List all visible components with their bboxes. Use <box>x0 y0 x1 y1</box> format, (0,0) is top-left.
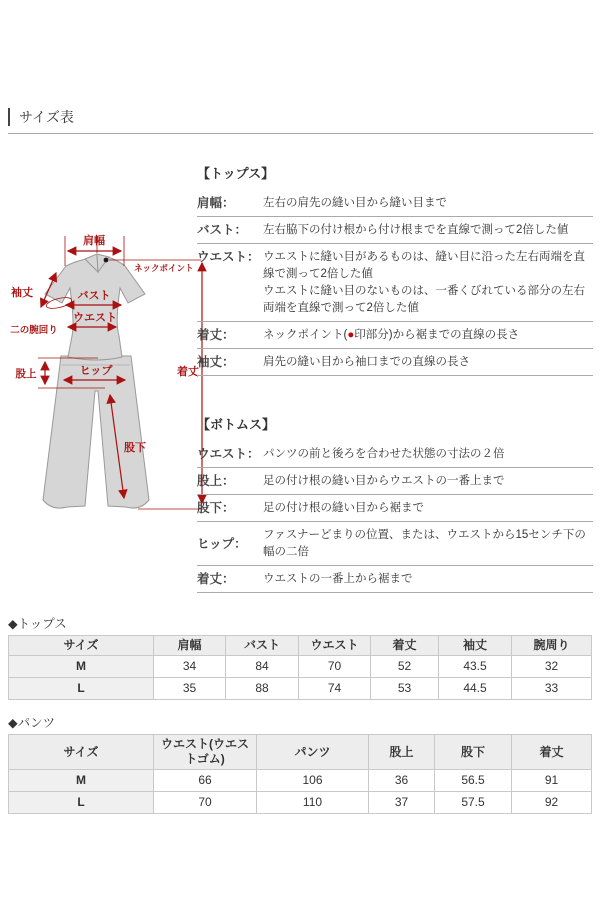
value-cell: 32 <box>512 656 592 678</box>
column-header: 着丈 <box>371 636 439 656</box>
definition-text <box>263 354 593 371</box>
definition-row <box>197 190 593 217</box>
label-rise: 股上 <box>15 368 37 380</box>
size-diagram <box>8 230 208 522</box>
shirt-shape <box>45 257 145 360</box>
value-cell: 44.5 <box>439 678 512 700</box>
definition-text <box>263 195 593 212</box>
value-cell: 92 <box>512 792 592 814</box>
definition-line: ウエストに縫い目があるものは、縫い目に沿った左右両端を直線で測って2倍した値 <box>263 251 585 280</box>
definition-term: バスト： <box>197 223 248 237</box>
definition-term: 股上： <box>197 474 235 488</box>
value-cell: 36 <box>369 770 435 792</box>
value-cell: 37 <box>369 792 435 814</box>
column-header: 着丈 <box>512 735 592 770</box>
column-header: 袖丈 <box>439 636 512 656</box>
value-cell: 70 <box>154 792 257 814</box>
definition-term: ウエスト： <box>197 447 260 461</box>
definition-row <box>197 322 593 349</box>
label-sleeve-length: 袖丈 <box>11 287 33 299</box>
value-cell: 53 <box>371 678 439 700</box>
definition-term: 着丈： <box>197 572 235 586</box>
red-dot-marker: ● <box>347 329 355 341</box>
tops-table-caption: ◆トップス <box>8 617 67 631</box>
title-divider <box>8 133 593 134</box>
value-cell: 66 <box>154 770 257 792</box>
definition-text <box>263 500 593 517</box>
size-cell: L <box>9 678 154 700</box>
definition-row <box>197 441 593 468</box>
definition-row <box>197 495 593 522</box>
label-neck-point: ネックポイント <box>134 263 194 273</box>
definition-line: ウエストの一番上から裾まで <box>263 573 413 585</box>
label-body-length: 着丈 <box>177 366 199 378</box>
value-cell: 43.5 <box>439 656 512 678</box>
table-row <box>9 792 592 814</box>
value-cell: 88 <box>226 678 299 700</box>
definition-text <box>263 571 593 588</box>
definition-row <box>197 566 593 593</box>
value-cell: 52 <box>371 656 439 678</box>
size-cell: M <box>9 656 154 678</box>
column-header: サイズ <box>9 636 154 656</box>
definition-text <box>263 527 593 561</box>
definition-row <box>197 349 593 376</box>
neck-point-dot <box>104 258 109 263</box>
definition-text <box>263 249 593 317</box>
column-header: 肩幅 <box>154 636 226 656</box>
label-bust: バスト <box>77 290 111 302</box>
definition-text <box>263 446 593 463</box>
table-row <box>9 770 592 792</box>
pants-table-caption: ◆パンツ <box>8 716 56 730</box>
size-tables <box>8 614 593 814</box>
definition-text <box>263 473 593 490</box>
column-header: パンツ <box>257 735 369 770</box>
definition-line: ウエストに縫い目のないものは、一番くびれている部分の左右両端を直線で測って2倍した値 <box>263 285 585 314</box>
definitions-panel <box>197 163 593 593</box>
definition-row <box>197 522 593 566</box>
definition-row <box>197 217 593 244</box>
column-header: 腕周り <box>512 636 592 656</box>
definition-row <box>197 244 593 322</box>
value-cell: 33 <box>512 678 592 700</box>
column-header: 股下 <box>435 735 512 770</box>
tops-section-heading: 【トップス】 <box>197 166 275 181</box>
definition-line: 左右の肩先の縫い目から縫い目まで <box>263 197 447 209</box>
definition-term: 肩幅： <box>197 196 235 210</box>
definition-term: 着丈： <box>197 328 235 342</box>
table-header-row <box>9 735 592 770</box>
label-shoulder-width: 肩幅 <box>83 235 105 247</box>
definition-line-prefix: ネックポイント( <box>263 329 348 341</box>
value-cell: 106 <box>257 770 369 792</box>
value-cell: 110 <box>257 792 369 814</box>
label-hip: ヒップ <box>79 365 113 377</box>
definition-line: 足の付け根の縫い目から裾まで <box>263 502 424 514</box>
definition-line: 足の付け根の縫い目からウエストの一番上まで <box>263 475 505 487</box>
table-header-row <box>9 636 592 656</box>
size-diagram-svg <box>8 230 208 522</box>
label-upper-arm: 二の腕回り <box>10 325 58 336</box>
label-waist: ウエスト <box>73 312 117 324</box>
bottoms-section-heading: 【ボトムス】 <box>197 417 276 432</box>
column-header: バスト <box>226 636 299 656</box>
size-cell: L <box>9 792 154 814</box>
column-header: サイズ <box>9 735 154 770</box>
definition-line: パンツの前と後ろを合わせた状態の寸法の２倍 <box>263 448 505 460</box>
definition-term: 股下： <box>197 501 235 515</box>
value-cell: 56.5 <box>435 770 512 792</box>
value-cell: 70 <box>299 656 371 678</box>
value-cell: 74 <box>299 678 371 700</box>
label-inseam: 股下 <box>124 442 146 454</box>
column-header: 股上 <box>369 735 435 770</box>
tops-table <box>8 635 592 700</box>
value-cell: 91 <box>512 770 592 792</box>
definition-line: 左右脇下の付け根から付け根までを直線で測って2倍した値 <box>263 224 569 236</box>
column-header: ウエスト(ウエストゴム) <box>154 735 257 770</box>
definition-line: 肩先の縫い目から袖口までの直線の長さ <box>263 356 470 368</box>
definition-line: ファスナーどまりの位置、または、ウエストから15センチ下の幅の二倍 <box>263 529 586 558</box>
table-row <box>9 678 592 700</box>
definition-line-suffix: 印部分)から裾までの直線の長さ <box>354 329 520 341</box>
size-cell: M <box>9 770 154 792</box>
pants-table <box>8 734 592 814</box>
pants-shape <box>43 356 149 508</box>
value-cell: 57.5 <box>435 792 512 814</box>
table-row <box>9 656 592 678</box>
definition-term: ウエスト： <box>197 250 260 264</box>
definition-row <box>197 468 593 495</box>
definition-text <box>263 327 593 344</box>
column-header: ウエスト <box>299 636 371 656</box>
definition-line <box>263 327 593 344</box>
value-cell: 34 <box>154 656 226 678</box>
definition-term: ヒップ： <box>197 536 247 551</box>
definition-text <box>263 222 593 239</box>
value-cell: 35 <box>154 678 226 700</box>
page-title: サイズ表 <box>8 108 74 126</box>
value-cell: 84 <box>226 656 299 678</box>
definition-term: 袖丈： <box>197 355 235 369</box>
